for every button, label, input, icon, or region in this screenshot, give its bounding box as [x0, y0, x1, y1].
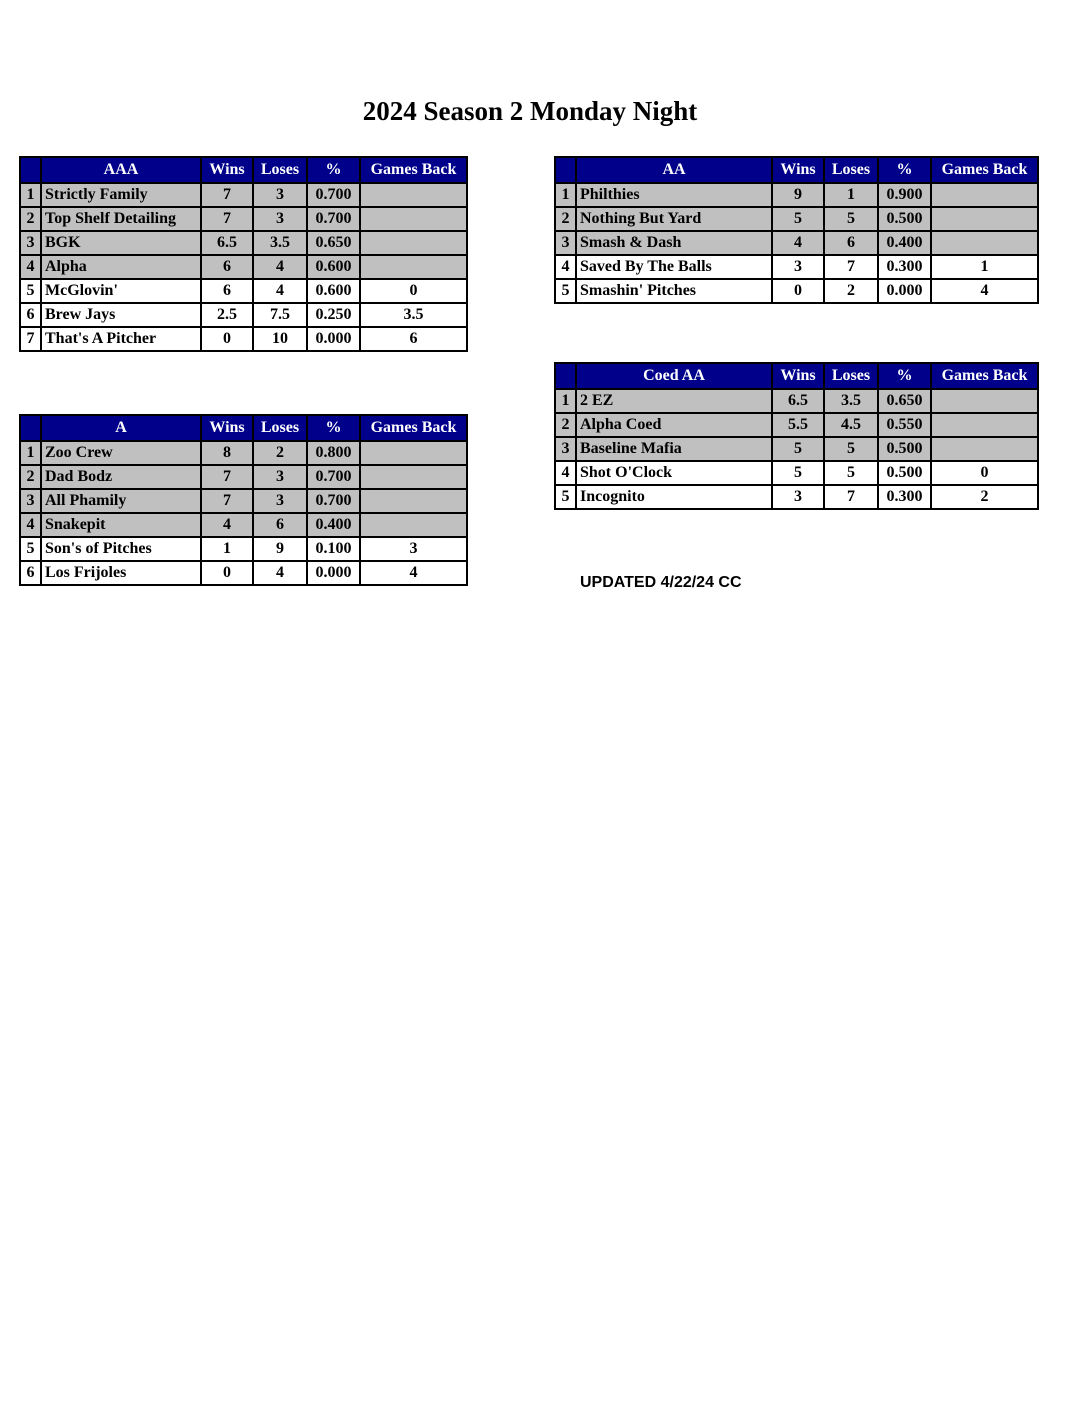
team-rank: 7 — [20, 327, 41, 351]
table-row — [20, 231, 467, 255]
games-back-column-header: Games Back — [931, 157, 1038, 183]
standings-table-aaa — [19, 156, 468, 352]
team-rank: 4 — [20, 255, 41, 279]
pct-column-header: % — [307, 415, 360, 441]
team-loses: 6 — [824, 231, 878, 255]
team-wins: 4 — [201, 513, 253, 537]
team-rank: 1 — [20, 441, 41, 465]
team-rank: 5 — [555, 279, 576, 303]
team-pct: 0.700 — [307, 183, 360, 207]
team-rank: 5 — [20, 537, 41, 561]
team-name: Snakepit — [41, 513, 201, 537]
team-loses: 6 — [253, 513, 307, 537]
table-row — [20, 207, 467, 231]
team-wins: 0 — [201, 561, 253, 585]
table-row — [555, 485, 1038, 509]
team-name: Smashin' Pitches — [576, 279, 772, 303]
wins-column-header: Wins — [772, 363, 824, 389]
team-rank: 1 — [555, 183, 576, 207]
team-games-back: 1 — [931, 255, 1038, 279]
table-row — [20, 537, 467, 561]
team-games-back — [931, 207, 1038, 231]
team-loses: 3.5 — [824, 389, 878, 413]
pct-column-header: % — [878, 157, 931, 183]
team-name: Smash & Dash — [576, 231, 772, 255]
table-row — [20, 489, 467, 513]
team-games-back: 0 — [360, 279, 467, 303]
rank-column-header — [555, 363, 576, 389]
team-rank: 3 — [20, 231, 41, 255]
team-rank: 2 — [555, 413, 576, 437]
table-row — [555, 461, 1038, 485]
team-rank: 3 — [555, 437, 576, 461]
loses-column-header: Loses — [253, 415, 307, 441]
team-wins: 6.5 — [772, 389, 824, 413]
team-wins: 6.5 — [201, 231, 253, 255]
division-name-header: AAA — [41, 157, 201, 183]
table-row — [20, 513, 467, 537]
team-loses: 5 — [824, 461, 878, 485]
table-row — [20, 441, 467, 465]
table-row — [555, 231, 1038, 255]
loses-column-header: Loses — [824, 363, 878, 389]
team-games-back — [931, 231, 1038, 255]
team-games-back: 0 — [931, 461, 1038, 485]
team-pct: 0.400 — [878, 231, 931, 255]
team-wins: 0 — [772, 279, 824, 303]
team-rank: 4 — [555, 461, 576, 485]
team-pct: 0.000 — [307, 561, 360, 585]
team-pct: 0.100 — [307, 537, 360, 561]
table-row — [20, 255, 467, 279]
table-row — [555, 389, 1038, 413]
wins-column-header: Wins — [201, 157, 253, 183]
team-games-back: 4 — [360, 561, 467, 585]
team-name: Brew Jays — [41, 303, 201, 327]
team-name: Los Frijoles — [41, 561, 201, 585]
standings-table-aa — [554, 156, 1039, 304]
team-pct: 0.000 — [878, 279, 931, 303]
team-rank: 2 — [555, 207, 576, 231]
team-rank: 5 — [555, 485, 576, 509]
team-games-back — [360, 183, 467, 207]
team-pct: 0.500 — [878, 207, 931, 231]
team-loses: 5 — [824, 437, 878, 461]
table-row — [555, 183, 1038, 207]
table-row — [20, 327, 467, 351]
team-loses: 4 — [253, 279, 307, 303]
team-games-back: 3.5 — [360, 303, 467, 327]
games-back-column-header: Games Back — [360, 157, 467, 183]
team-loses: 3 — [253, 489, 307, 513]
loses-column-header: Loses — [253, 157, 307, 183]
standings-table-a — [19, 414, 468, 586]
team-pct: 0.300 — [878, 485, 931, 509]
team-name: Baseline Mafia — [576, 437, 772, 461]
team-loses: 2 — [824, 279, 878, 303]
team-name: McGlovin' — [41, 279, 201, 303]
table-header-row — [20, 157, 467, 183]
team-pct: 0.700 — [307, 207, 360, 231]
team-loses: 4 — [253, 255, 307, 279]
team-rank: 4 — [20, 513, 41, 537]
page-title: 2024 Season 2 Monday Night — [362, 96, 698, 126]
team-loses: 3.5 — [253, 231, 307, 255]
rank-column-header — [20, 157, 41, 183]
team-wins: 3 — [772, 485, 824, 509]
team-games-back — [360, 207, 467, 231]
team-loses: 7 — [824, 255, 878, 279]
pct-column-header: % — [878, 363, 931, 389]
team-pct: 0.600 — [307, 279, 360, 303]
team-pct: 0.650 — [307, 231, 360, 255]
team-wins: 5 — [772, 207, 824, 231]
team-loses: 2 — [253, 441, 307, 465]
division-name-header: Coed AA — [576, 363, 772, 389]
rank-column-header — [20, 415, 41, 441]
team-wins: 7 — [201, 489, 253, 513]
team-pct: 0.900 — [878, 183, 931, 207]
team-pct: 0.700 — [307, 465, 360, 489]
team-wins: 6 — [201, 255, 253, 279]
team-wins: 7 — [201, 183, 253, 207]
team-games-back — [931, 437, 1038, 461]
team-rank: 2 — [20, 207, 41, 231]
team-games-back — [931, 413, 1038, 437]
table-row — [20, 561, 467, 585]
team-rank: 3 — [20, 489, 41, 513]
team-wins: 6 — [201, 279, 253, 303]
wins-column-header: Wins — [772, 157, 824, 183]
pct-column-header: % — [307, 157, 360, 183]
updated-note: UPDATED 4/22/24 CC — [580, 574, 742, 591]
table-row — [555, 413, 1038, 437]
team-games-back: 4 — [931, 279, 1038, 303]
table-row — [555, 279, 1038, 303]
team-games-back — [360, 441, 467, 465]
team-name: Strictly Family — [41, 183, 201, 207]
team-games-back: 2 — [931, 485, 1038, 509]
standings-table-coed-aa — [554, 362, 1039, 510]
team-name: Incognito — [576, 485, 772, 509]
table-header-row — [20, 415, 467, 441]
table-row — [555, 207, 1038, 231]
team-wins: 9 — [772, 183, 824, 207]
team-loses: 4 — [253, 561, 307, 585]
team-loses: 3 — [253, 183, 307, 207]
team-pct: 0.300 — [878, 255, 931, 279]
team-pct: 0.500 — [878, 461, 931, 485]
team-wins: 7 — [201, 207, 253, 231]
team-games-back — [931, 389, 1038, 413]
team-loses: 3 — [253, 465, 307, 489]
team-name: Saved By The Balls — [576, 255, 772, 279]
games-back-column-header: Games Back — [360, 415, 467, 441]
team-wins: 7 — [201, 465, 253, 489]
table-row — [555, 437, 1038, 461]
team-wins: 5.5 — [772, 413, 824, 437]
team-loses: 5 — [824, 207, 878, 231]
team-name: BGK — [41, 231, 201, 255]
team-loses: 9 — [253, 537, 307, 561]
team-name: Alpha Coed — [576, 413, 772, 437]
team-name: Dad Bodz — [41, 465, 201, 489]
table-header-row — [555, 363, 1038, 389]
team-rank: 5 — [20, 279, 41, 303]
division-name-header: A — [41, 415, 201, 441]
team-rank: 6 — [20, 561, 41, 585]
team-loses: 10 — [253, 327, 307, 351]
table-row — [20, 279, 467, 303]
wins-column-header: Wins — [201, 415, 253, 441]
rank-column-header — [555, 157, 576, 183]
team-wins: 8 — [201, 441, 253, 465]
team-rank: 2 — [20, 465, 41, 489]
team-wins: 3 — [772, 255, 824, 279]
team-name: Nothing But Yard — [576, 207, 772, 231]
table-row — [20, 303, 467, 327]
team-pct: 0.250 — [307, 303, 360, 327]
team-rank: 1 — [555, 389, 576, 413]
team-games-back — [360, 255, 467, 279]
table-row — [555, 255, 1038, 279]
team-name: Top Shelf Detailing — [41, 207, 201, 231]
team-games-back — [360, 465, 467, 489]
team-rank: 4 — [555, 255, 576, 279]
team-games-back: 3 — [360, 537, 467, 561]
team-name: Zoo Crew — [41, 441, 201, 465]
team-pct: 0.500 — [878, 437, 931, 461]
team-wins: 5 — [772, 461, 824, 485]
team-name: That's A Pitcher — [41, 327, 201, 351]
team-rank: 6 — [20, 303, 41, 327]
team-loses: 7.5 — [253, 303, 307, 327]
team-rank: 1 — [20, 183, 41, 207]
team-pct: 0.400 — [307, 513, 360, 537]
team-pct: 0.650 — [878, 389, 931, 413]
team-pct: 0.800 — [307, 441, 360, 465]
team-name: All Phamily — [41, 489, 201, 513]
team-name: Son's of Pitches — [41, 537, 201, 561]
team-wins: 1 — [201, 537, 253, 561]
team-games-back — [931, 183, 1038, 207]
division-name-header: AA — [576, 157, 772, 183]
team-pct: 0.550 — [878, 413, 931, 437]
team-games-back — [360, 231, 467, 255]
team-games-back: 6 — [360, 327, 467, 351]
team-loses: 1 — [824, 183, 878, 207]
team-loses: 3 — [253, 207, 307, 231]
table-row — [20, 183, 467, 207]
team-name: Shot O'Clock — [576, 461, 772, 485]
team-rank: 3 — [555, 231, 576, 255]
team-loses: 4.5 — [824, 413, 878, 437]
team-pct: 0.600 — [307, 255, 360, 279]
team-name: Philthies — [576, 183, 772, 207]
team-name: 2 EZ — [576, 389, 772, 413]
team-games-back — [360, 489, 467, 513]
team-wins: 2.5 — [201, 303, 253, 327]
team-wins: 4 — [772, 231, 824, 255]
table-row — [20, 465, 467, 489]
games-back-column-header: Games Back — [931, 363, 1038, 389]
team-pct: 0.700 — [307, 489, 360, 513]
team-name: Alpha — [41, 255, 201, 279]
table-header-row — [555, 157, 1038, 183]
team-pct: 0.000 — [307, 327, 360, 351]
team-games-back — [360, 513, 467, 537]
loses-column-header: Loses — [824, 157, 878, 183]
team-wins: 5 — [772, 437, 824, 461]
team-loses: 7 — [824, 485, 878, 509]
team-wins: 0 — [201, 327, 253, 351]
